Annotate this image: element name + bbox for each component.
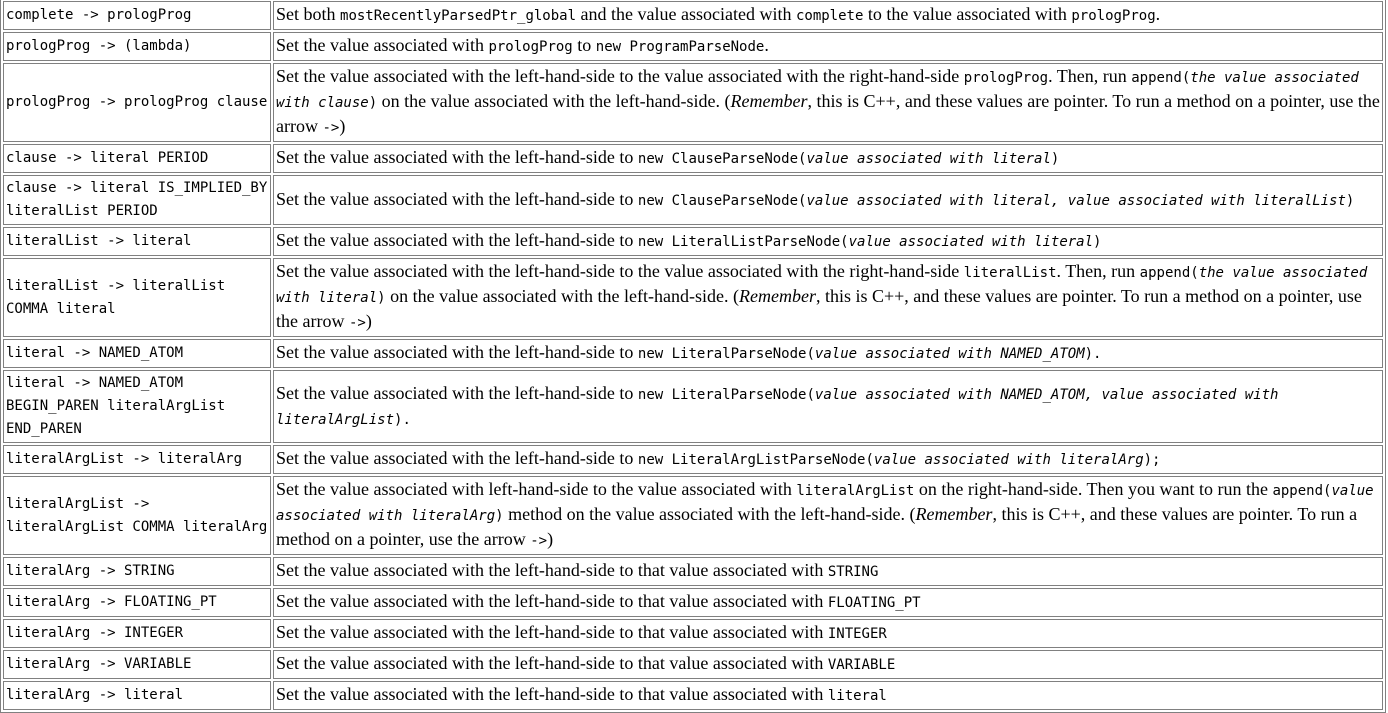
action-text: Set both — [276, 4, 341, 24]
code-fragment: ) — [1093, 234, 1102, 250]
grammar-rule-cell: literalArgList -> literalArgList COMMA literalArg — [3, 476, 271, 555]
semantic-action-cell — [273, 227, 1383, 256]
code-argument-fragment: the value associated with clause — [276, 70, 1359, 111]
semantic-action-cell — [273, 476, 1383, 555]
code-fragment: complete — [795, 8, 864, 24]
table-row — [3, 1, 1383, 30]
grammar-rule-cell: literal -> NAMED_ATOM BEGIN_PAREN literalArgList END_PAREN — [3, 370, 271, 443]
table-row — [3, 63, 1383, 142]
grammar-rule-cell: literalArg -> VARIABLE — [3, 650, 271, 679]
action-text: , this is C++, and these values are pointer. To run a method on a pointer, use the arrow — [276, 286, 1362, 331]
semantic-action-cell — [273, 370, 1383, 443]
grammar-rule-cell: literalArg -> INTEGER — [3, 619, 271, 648]
code-fragment: new LiteralParseNode( — [637, 386, 815, 403]
semantic-action-cell — [273, 144, 1383, 173]
code-fragment: new LiteralArgListParseNode( — [637, 452, 874, 468]
action-text: Set the value associated with the left-hand-side to that value associated with — [276, 560, 828, 580]
emphasis-text: Remember — [738, 286, 816, 306]
code-fragment: VARIABLE — [827, 657, 896, 673]
code-fragment: new ClauseParseNode( — [637, 192, 807, 209]
table-row — [3, 339, 1383, 368]
code-fragment: ) — [1050, 151, 1060, 167]
table-row — [3, 557, 1383, 586]
action-text: ) — [365, 311, 372, 331]
table-row — [3, 175, 1383, 225]
code-fragment: ) — [377, 290, 386, 306]
semantic-action-cell — [273, 619, 1383, 648]
action-text: Set the value associated with the left-hand-side to the value associated with the right-hand-side — [276, 261, 964, 281]
table-row — [3, 258, 1383, 337]
action-text: Set the value associated with the left-hand-side to — [276, 188, 638, 209]
action-text: on the value associated with the left-hand-side. ( — [377, 91, 731, 111]
semantic-action-cell — [273, 681, 1383, 710]
semantic-action-cell — [273, 339, 1383, 368]
code-fragment: prologProg — [488, 39, 573, 55]
table-row — [3, 650, 1383, 679]
code-argument-fragment: value associated with literal — [848, 234, 1094, 250]
emphasis-text: Remember — [730, 91, 808, 111]
table-row — [3, 144, 1383, 173]
semantic-action-cell — [273, 1, 1383, 30]
grammar-rule-cell: prologProg -> (lambda) — [3, 32, 271, 61]
grammar-rule-cell: clause -> literal PERIOD — [3, 144, 271, 173]
grammar-rule-cell: literalList -> literalList COMMA literal — [3, 258, 271, 337]
table-row — [3, 476, 1383, 555]
code-argument-fragment: value associated with literalArg — [873, 452, 1144, 468]
code-fragment: FLOATING_PT — [827, 595, 921, 611]
grammar-rule-cell: literalArg -> STRING — [3, 557, 271, 586]
code-argument-fragment: value associated with NAMED_ATOM — [814, 346, 1085, 362]
code-fragment: ) — [1345, 192, 1355, 209]
semantic-action-cell — [273, 175, 1383, 225]
action-text: Set the value associated with the left-hand-side to — [276, 230, 638, 250]
action-text: . — [1155, 4, 1161, 24]
action-text: Set the value associated with the left-hand-side to — [276, 342, 638, 362]
code-fragment: new LiteralListParseNode( — [637, 234, 849, 250]
action-text: Set the value associated with the left-hand-side to — [276, 382, 638, 403]
table-row — [3, 619, 1383, 648]
action-text: Set the value associated with left-hand-side to the value associated with — [276, 479, 797, 499]
semantic-action-cell — [273, 650, 1383, 679]
code-fragment: -> — [348, 315, 366, 331]
grammar-rule-cell: complete -> prologProg — [3, 1, 271, 30]
code-fragment: ). — [1084, 346, 1102, 362]
action-text: ) — [339, 116, 346, 136]
code-fragment: literalList — [963, 265, 1057, 281]
action-text: Set the value associated with the left-hand-side to that value associated with — [276, 591, 828, 611]
code-fragment: literal — [827, 688, 887, 704]
action-text: and the value associated with — [576, 4, 796, 24]
code-fragment: new ProgramParseNode — [595, 39, 765, 55]
action-text: , this is C++, and these values are pointer. To run a method on a pointer, use the arrow — [276, 91, 1380, 136]
table-row — [3, 32, 1383, 61]
code-fragment: append( — [1272, 483, 1332, 499]
action-text: Set the value associated with the left-hand-side to that value associated with — [276, 622, 828, 642]
action-text: Set the value associated with the left-hand-side to that value associated with — [276, 684, 828, 704]
code-fragment: ) — [495, 508, 504, 524]
code-fragment: -> — [530, 533, 548, 549]
code-fragment: prologProg — [963, 70, 1049, 86]
action-text: to the value associated with — [863, 4, 1072, 24]
grammar-rule-cell: literalList -> literal — [3, 227, 271, 256]
grammar-table-body — [3, 1, 1383, 710]
action-text: Set the value associated with the left-hand-side to — [276, 147, 638, 167]
grammar-rule-cell: literal -> NAMED_ATOM — [3, 339, 271, 368]
code-fragment: new LiteralParseNode( — [637, 346, 815, 362]
table-row — [3, 445, 1383, 474]
code-fragment: -> — [322, 120, 340, 136]
code-argument-fragment: value associated with NAMED_ATOM, value associated with literalArgList — [276, 386, 1279, 428]
code-fragment: ) — [368, 95, 378, 111]
action-text: . Then, run — [1048, 66, 1132, 86]
action-text: Set the value associated with the left-hand-side to — [276, 448, 638, 468]
action-text: , this is C++, and these values are pointer. To run a method on a pointer, use the arrow — [276, 504, 1358, 549]
table-row — [3, 588, 1383, 617]
grammar-rule-cell: literalArgList -> literalArg — [3, 445, 271, 474]
table-row — [3, 681, 1383, 710]
emphasis-text: Remember — [915, 504, 993, 524]
code-fragment: INTEGER — [827, 626, 887, 642]
semantic-action-cell — [273, 258, 1383, 337]
action-text: on the right-hand-side. Then you want to run the — [914, 479, 1273, 499]
action-text: to — [572, 35, 596, 55]
semantic-action-cell — [273, 32, 1383, 61]
code-fragment: append( — [1139, 265, 1199, 281]
grammar-rule-cell: literalArg -> literal — [3, 681, 271, 710]
code-fragment: ). — [394, 411, 411, 428]
code-fragment: ); — [1143, 452, 1161, 468]
code-fragment: literalArgList — [796, 483, 915, 499]
code-argument-fragment: the value associated with literal — [276, 265, 1368, 306]
action-text: ) — [547, 529, 554, 549]
action-text: method on the value associated with the left-hand-side. ( — [503, 504, 916, 524]
action-text: . — [764, 35, 769, 55]
code-fragment: append( — [1131, 70, 1191, 86]
semantic-action-cell — [273, 588, 1383, 617]
semantic-action-cell — [273, 63, 1383, 142]
semantic-action-cell — [273, 557, 1383, 586]
grammar-rule-cell: prologProg -> prologProg clause — [3, 63, 271, 142]
action-text: Set the value associated with — [276, 35, 489, 55]
action-text: on the value associated with the left-hand-side. ( — [385, 286, 739, 306]
code-argument-fragment: value associated with literalArg — [276, 483, 1374, 524]
code-argument-fragment: value associated with literal, value associated with literalList — [806, 192, 1346, 209]
table-row — [3, 370, 1383, 443]
semantic-action-cell — [273, 445, 1383, 474]
grammar-rule-cell: literalArg -> FLOATING_PT — [3, 588, 271, 617]
table-row — [3, 227, 1383, 256]
action-text: . Then, run — [1056, 261, 1140, 281]
code-fragment: new ClauseParseNode( — [637, 151, 807, 167]
code-argument-fragment: value associated with literal — [806, 151, 1051, 167]
code-fragment: prologProg — [1071, 8, 1156, 24]
action-text: Set the value associated with the left-hand-side to the value associated with the right-hand-side — [276, 66, 964, 86]
action-text: Set the value associated with the left-hand-side to that value associated with — [276, 653, 828, 673]
grammar-rule-cell: clause -> literal IS_IMPLIED_BY literalList PERIOD — [3, 175, 271, 225]
code-fragment: STRING — [827, 564, 879, 580]
code-fragment: mostRecentlyParsedPtr_global — [340, 8, 577, 24]
